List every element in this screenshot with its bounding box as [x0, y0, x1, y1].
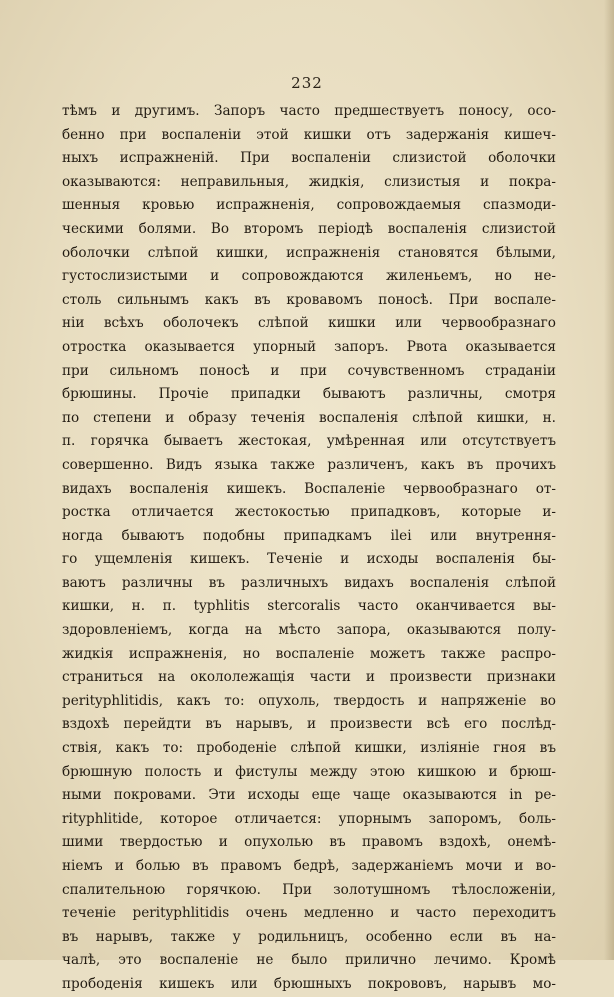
text-line: совершенно. Видъ языка также различенъ, какъ въ прочихъ	[62, 456, 556, 473]
text-line: го ущемленія кишекъ. Теченіе и исходы воспаленія бы-	[62, 551, 556, 568]
text-line: ростка отличается жестокостью припадковъ, которые и-	[62, 504, 556, 521]
text-line: брюшины. Прочіе припадки бываютъ различны, смотря	[62, 386, 556, 403]
text-line: шими твердостью и опухолью въ правомъ вздохѣ, онемѣ-	[62, 834, 556, 851]
text-line: шенныя кровью испражненія, сопровождаемыя спазмоди-	[62, 197, 556, 214]
text-line: при сильномъ поносѣ и при сочувственномъ страданіи	[62, 362, 556, 379]
text-line: страниться на окололежащія части и произвести признаки	[62, 669, 556, 686]
text-line: жидкія испражненія, но воспаленіе можетъ также распро-	[62, 645, 556, 662]
text-line: бенно при воспаленіи этой кишки отъ задержанія кишеч-	[62, 126, 556, 143]
text-line: ногда бываютъ подобны припадкамъ ileі или внутрення-	[62, 527, 556, 544]
text-line: ніемъ и болью въ правомъ бедрѣ, задержаніемъ мочи и во-	[62, 858, 556, 874]
text-line: отростка оказывается упорный запоръ. Рвота оказывается	[62, 338, 556, 355]
page-number: 232	[291, 74, 323, 92]
text-line: оказываются: неправильныя, жидкія, слизистыя и покра-	[62, 173, 556, 190]
text-line: столь сильнымъ какъ въ кровавомъ поносѣ. При воспале-	[62, 291, 556, 308]
text-line: ваютъ различны въ различныхъ видахъ воспаленія слѣпой	[62, 574, 556, 591]
text-line: кишки, н. п. typhlitis stercoralis часто оканчивается вы-	[62, 598, 556, 615]
text-line: густослизистыми и сопровождаются жиленьемъ, но не-	[62, 268, 556, 285]
text-line: ческими болями. Во второмъ періодѣ воспаленія слизистой	[62, 220, 556, 237]
text-line: чалѣ, это воспаленіе не было прилично лечимо. Кромѣ	[62, 952, 556, 969]
text-line: теченіе perityphlitidis очень медленно и часто переходитъ	[62, 905, 556, 922]
text-line: ныхъ испражненій. При воспаленіи слизистой оболочки	[62, 150, 556, 167]
text-line: оболочки слѣпой кишки, испражненія становятся бѣлыми,	[62, 244, 556, 261]
text-line: вздохѣ перейдти въ нарывъ, и произвести всѣ его послѣд-	[62, 716, 556, 733]
text-line: ніи всѣхъ оболочекъ слѣпой кишки или червообразнаго	[62, 315, 556, 332]
body-text	[62, 100, 556, 997]
page-edge-shadow	[604, 0, 614, 960]
text-line: ными покровами. Эти исходы еще чаще оказываются in pe-	[62, 787, 556, 804]
text-line: п. горячка бываетъ жестокая, умѣренная или отсутствуетъ	[62, 433, 556, 450]
text-line: rityphlitide, которое отличается: упорнымъ запоромъ, боль-	[62, 810, 556, 827]
text-line: по степени и образу теченія воспаленія слѣпой кишки, н.	[62, 409, 556, 426]
text-line: прободенія кишекъ или брюшныхъ покрововъ, нарывъ мо-	[62, 975, 556, 992]
text-line: въ нарывъ, также у родильницъ, особенно если въ на-	[62, 928, 556, 945]
text-line: спалительною горячкою. При золотушномъ тѣлосложеніи,	[62, 881, 556, 898]
text-line: здоровленіемъ, когда на мѣсто запора, оказываются полу-	[62, 622, 556, 639]
text-line: брюшную полость и фистулы между этою кишкою и брюш-	[62, 763, 556, 780]
text-line: видахъ воспаленія кишекъ. Воспаленіе червообразнаго от-	[62, 480, 556, 497]
text-line: ствія, какъ то: прободеніе слѣпой кишки, изліяніе гноя въ	[62, 740, 556, 757]
text-line: perityphlitidis, какъ то: опухоль, твердость и напряженіе во	[62, 692, 556, 709]
text-line: тѣмъ и другимъ. Запоръ часто предшествуетъ поносу, осо-	[62, 103, 556, 119]
